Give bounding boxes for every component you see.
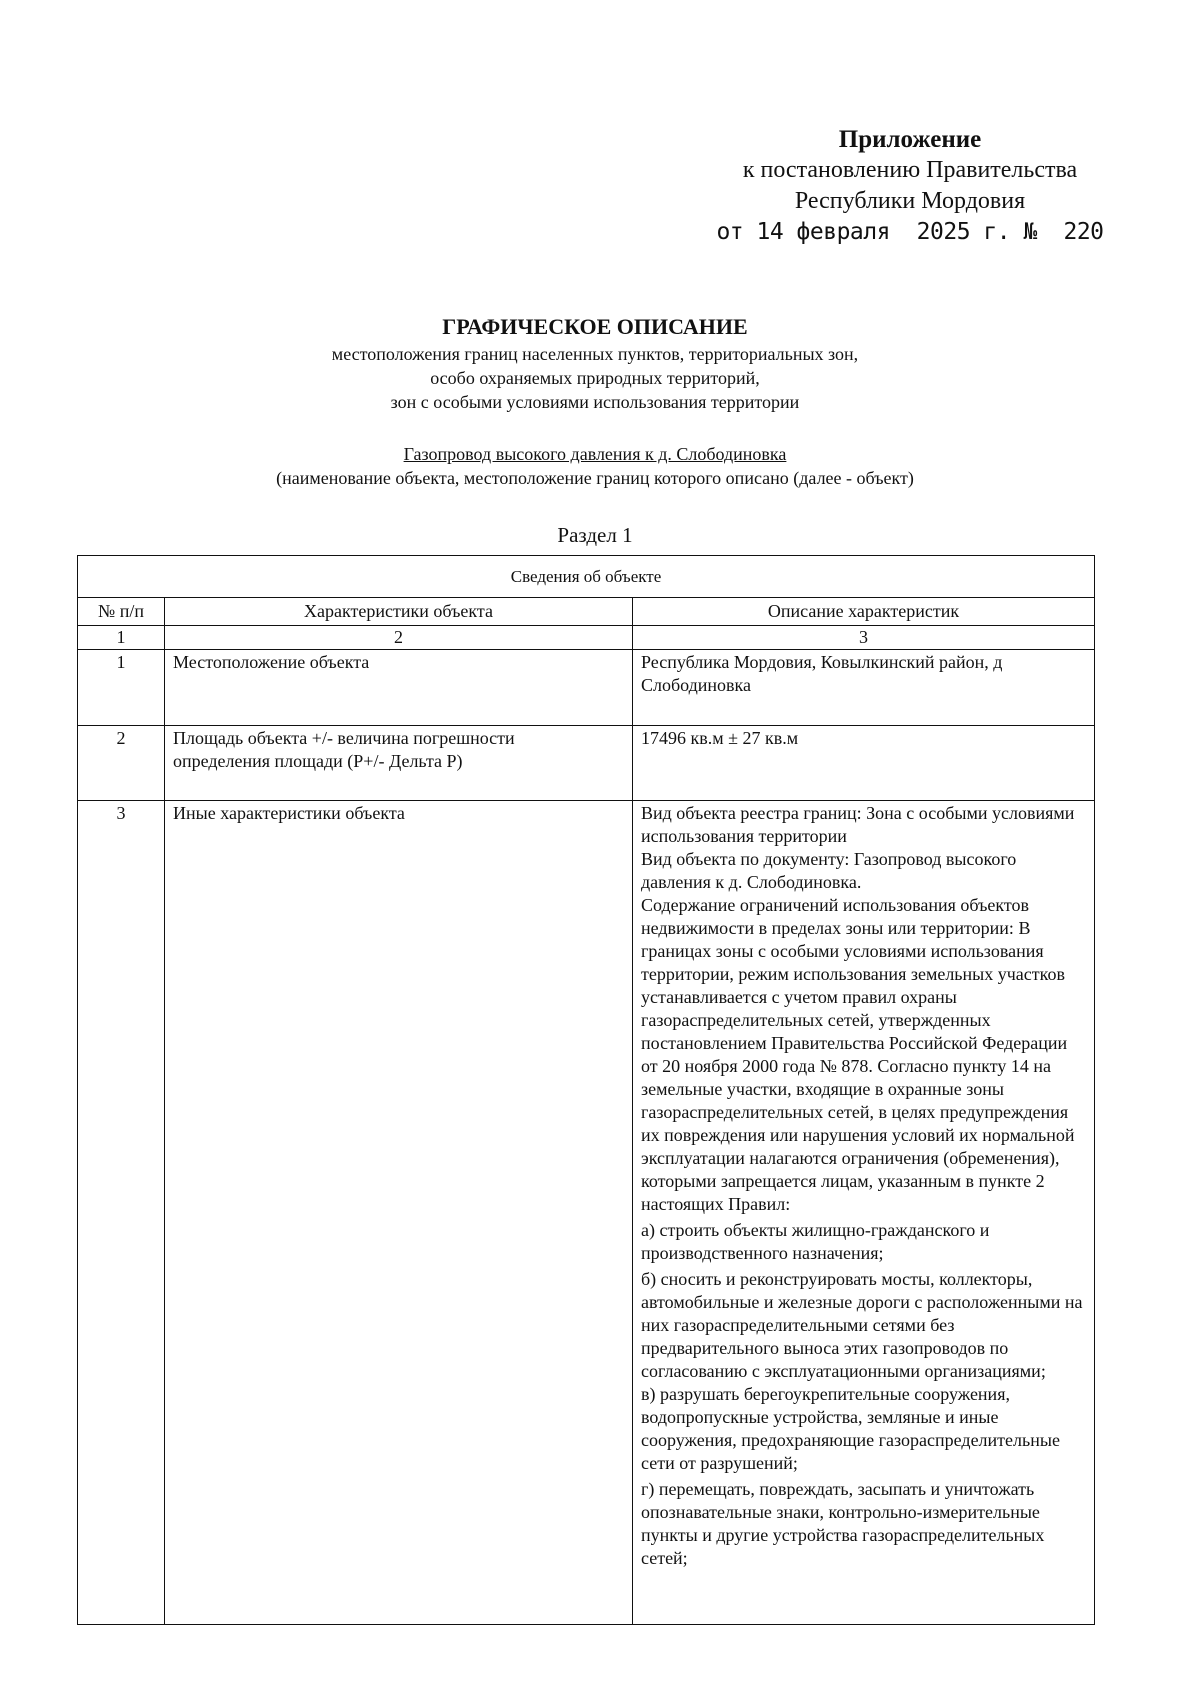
section-label: Раздел 1 [557, 523, 633, 547]
table-row [78, 725, 1095, 801]
document-subtitle-line: зон с особыми условиями использования территории [390, 392, 800, 412]
header-description: Описание характеристик [633, 598, 1095, 626]
description-line: Содержание ограничений использования объектов недвижимости в пределах зоны или территории: В границах зоны с особыми условиями использования территории, режим использования земельных участков устанавливается с учетом правил охраны газораспределительных сетей, утвержденных постановлением Правительства Российской Федерации от 20 ноября 2000 года № 878. Согласно пункту 14 на земельные участки, входящие в охранные зоны газораспределительных сетей, в целях предупреждения их повреждения или нарушения условий их нормальной эксплуатации налагаются ограничения (обременения), которыми запрещается лицам, указанным в пункте 2 настоящих Правил: [641, 895, 1075, 1214]
row-characteristic: Площадь объекта +/- величина погрешности определения площади (P+/- Дельта P) [165, 725, 633, 801]
appendix-line-1: к постановлению Правительства [742, 157, 1078, 183]
document-subtitle-line: местоположения границ населенных пунктов, территориальных зон, [331, 344, 859, 364]
appendix-block [700, 124, 1120, 248]
description-line: а) строить объекты жилищно-гражданского и производственного назначения; [641, 1220, 990, 1263]
appendix-date-line: от 14 февраля 2025 г. № 220 [716, 219, 1104, 245]
description-line: 17496 кв.м ± 27 кв.м [641, 727, 799, 748]
object-name: Газопровод высокого давления к д. Слободиновка [403, 444, 787, 464]
description-line: Республика Мордовия, Ковылкинский район, д Слободиновка [641, 652, 1003, 695]
document-subtitle-line: особо охраняемых природных территорий, [430, 368, 760, 388]
appendix-title: Приложение [838, 126, 982, 153]
header-number: № п/п [78, 598, 165, 626]
row-characteristic: Местоположение объекта [165, 650, 633, 726]
description-line: Вид объекта реестра границ: Зона с особыми условиями использования территории [641, 803, 1075, 846]
row-description [633, 801, 1095, 1625]
column-number: 2 [165, 626, 633, 650]
document-title: ГРАФИЧЕСКОЕ ОПИСАНИЕ [442, 314, 748, 339]
row-number: 3 [78, 801, 165, 1625]
table-caption: Сведения об объекте [78, 556, 1095, 598]
table-header-row [78, 598, 1095, 626]
object-name-caption: (наименование объекта, местоположение границ которого описано (далее - объект) [276, 468, 914, 488]
column-number: 3 [633, 626, 1095, 650]
row-number: 1 [78, 650, 165, 726]
description-line: Вид объекта по документу: Газопровод высокого давления к д. Слободиновка. [641, 849, 1017, 892]
object-info-table [77, 555, 1095, 1625]
appendix-line-2: Республики Мордовия [794, 188, 1026, 214]
table-row [78, 801, 1095, 1625]
header-characteristic: Характеристики объекта [165, 598, 633, 626]
table-caption-row [78, 556, 1095, 598]
column-number: 1 [78, 626, 165, 650]
row-number: 2 [78, 725, 165, 801]
column-number-row [78, 626, 1095, 650]
row-description [633, 650, 1095, 726]
row-description [633, 725, 1095, 801]
table-row [78, 650, 1095, 726]
row-characteristic: Иные характеристики объекта [165, 801, 633, 1625]
object-name-block [120, 442, 1070, 490]
description-line: б) сносить и реконструировать мосты, коллекторы, автомобильные и железные дороги с расположенными на них газораспределительными сетями без предварительного выноса этих газопроводов по согласованию с эксплуатационными организациями; [641, 1269, 1083, 1381]
document-heading [120, 312, 1070, 414]
description-line: в) разрушать берегоукрепительные сооружения, водопропускные устройства, земляные и иные сооружения, предохраняющие газораспределительные сети от разрушений; [641, 1384, 1060, 1473]
description-line: г) перемещать, повреждать, засыпать и уничтожать опознавательные знаки, контрольно-измерительные пункты и другие устройства газораспределительных сетей; [641, 1479, 1045, 1568]
